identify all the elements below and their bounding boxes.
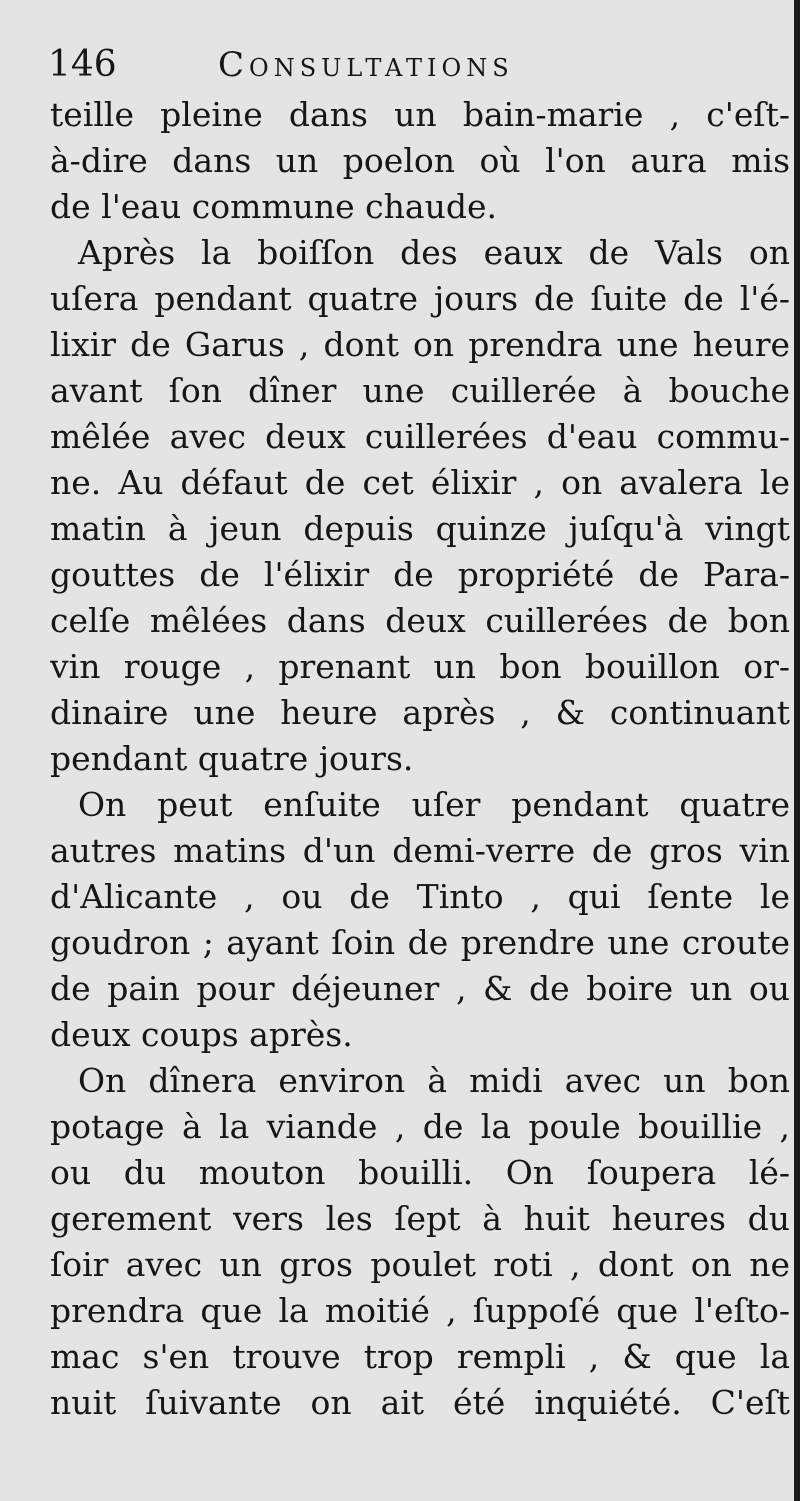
body-text xyxy=(50,92,790,1426)
paragraph-start-line: On peut enſuite uſer pendant quatre xyxy=(78,785,790,824)
text-line: nuit ſuivante on ait été inquiété. C'eſt xyxy=(50,1383,790,1422)
text-line: autres matins d'un demi-verre de gros vin xyxy=(50,831,790,870)
text-line: mêlée avec deux cuillerées d'eau commu- xyxy=(50,417,790,456)
paragraph-start-line: Après la boiſſon des eaux de Vals on xyxy=(78,233,790,272)
text-line: à-dire dans un poelon où l'on aura mis xyxy=(50,141,790,180)
page-number: 146 xyxy=(48,44,117,85)
text-line: ſoir avec un gros poulet roti , dont on ne xyxy=(50,1245,790,1284)
text-line: dinaire une heure après , & continuant xyxy=(50,693,790,732)
text-line: vin rouge , prenant un bon bouillon or- xyxy=(50,647,790,686)
text-line: deux coups après. xyxy=(50,1015,353,1054)
text-line: mac s'en trouve trop rempli , & que la xyxy=(50,1337,790,1376)
text-line: d'Alicante , ou de Tinto , qui ſente le xyxy=(50,877,790,916)
text-line: de l'eau commune chaude. xyxy=(50,187,497,226)
text-line: matin à jeun depuis quinze juſqu'à vingt xyxy=(50,509,790,548)
text-line: gerement vers les ſept à huit heures du xyxy=(50,1199,790,1238)
text-line: prendra que la moitié , ſuppoſé que l'eſto- xyxy=(50,1291,790,1330)
text-line: teille pleine dans un bain-marie , c'eſt- xyxy=(50,95,790,134)
page-edge-shadow xyxy=(794,0,800,1501)
paragraph-start-line: On dînera environ à midi avec un bon xyxy=(78,1061,790,1100)
text-line: celſe mêlées dans deux cuillerées de bon xyxy=(50,601,790,640)
text-line: pendant quatre jours. xyxy=(50,739,414,778)
text-line: goudron ; ayant ſoin de prendre une croute xyxy=(50,923,790,962)
text-line: lixir de Garus , dont on prendra une heure xyxy=(50,325,790,364)
text-line: potage à la viande , de la poule bouillie , xyxy=(50,1107,790,1146)
text-line: ne. Au défaut de cet élixir , on avalera le xyxy=(50,463,790,502)
running-head: Consultations xyxy=(218,45,514,85)
text-line: ou du mouton bouilli. On ſoupera lé- xyxy=(50,1153,790,1192)
text-line: uſera pendant quatre jours de ſuite de l'é- xyxy=(50,279,790,318)
text-line: gouttes de l'élixir de propriété de Para- xyxy=(50,555,790,594)
text-line: avant ſon dîner une cuillerée à bouche xyxy=(50,371,790,410)
text-line: de pain pour déjeuner , & de boire un ou xyxy=(50,969,790,1008)
page-header xyxy=(48,42,748,88)
